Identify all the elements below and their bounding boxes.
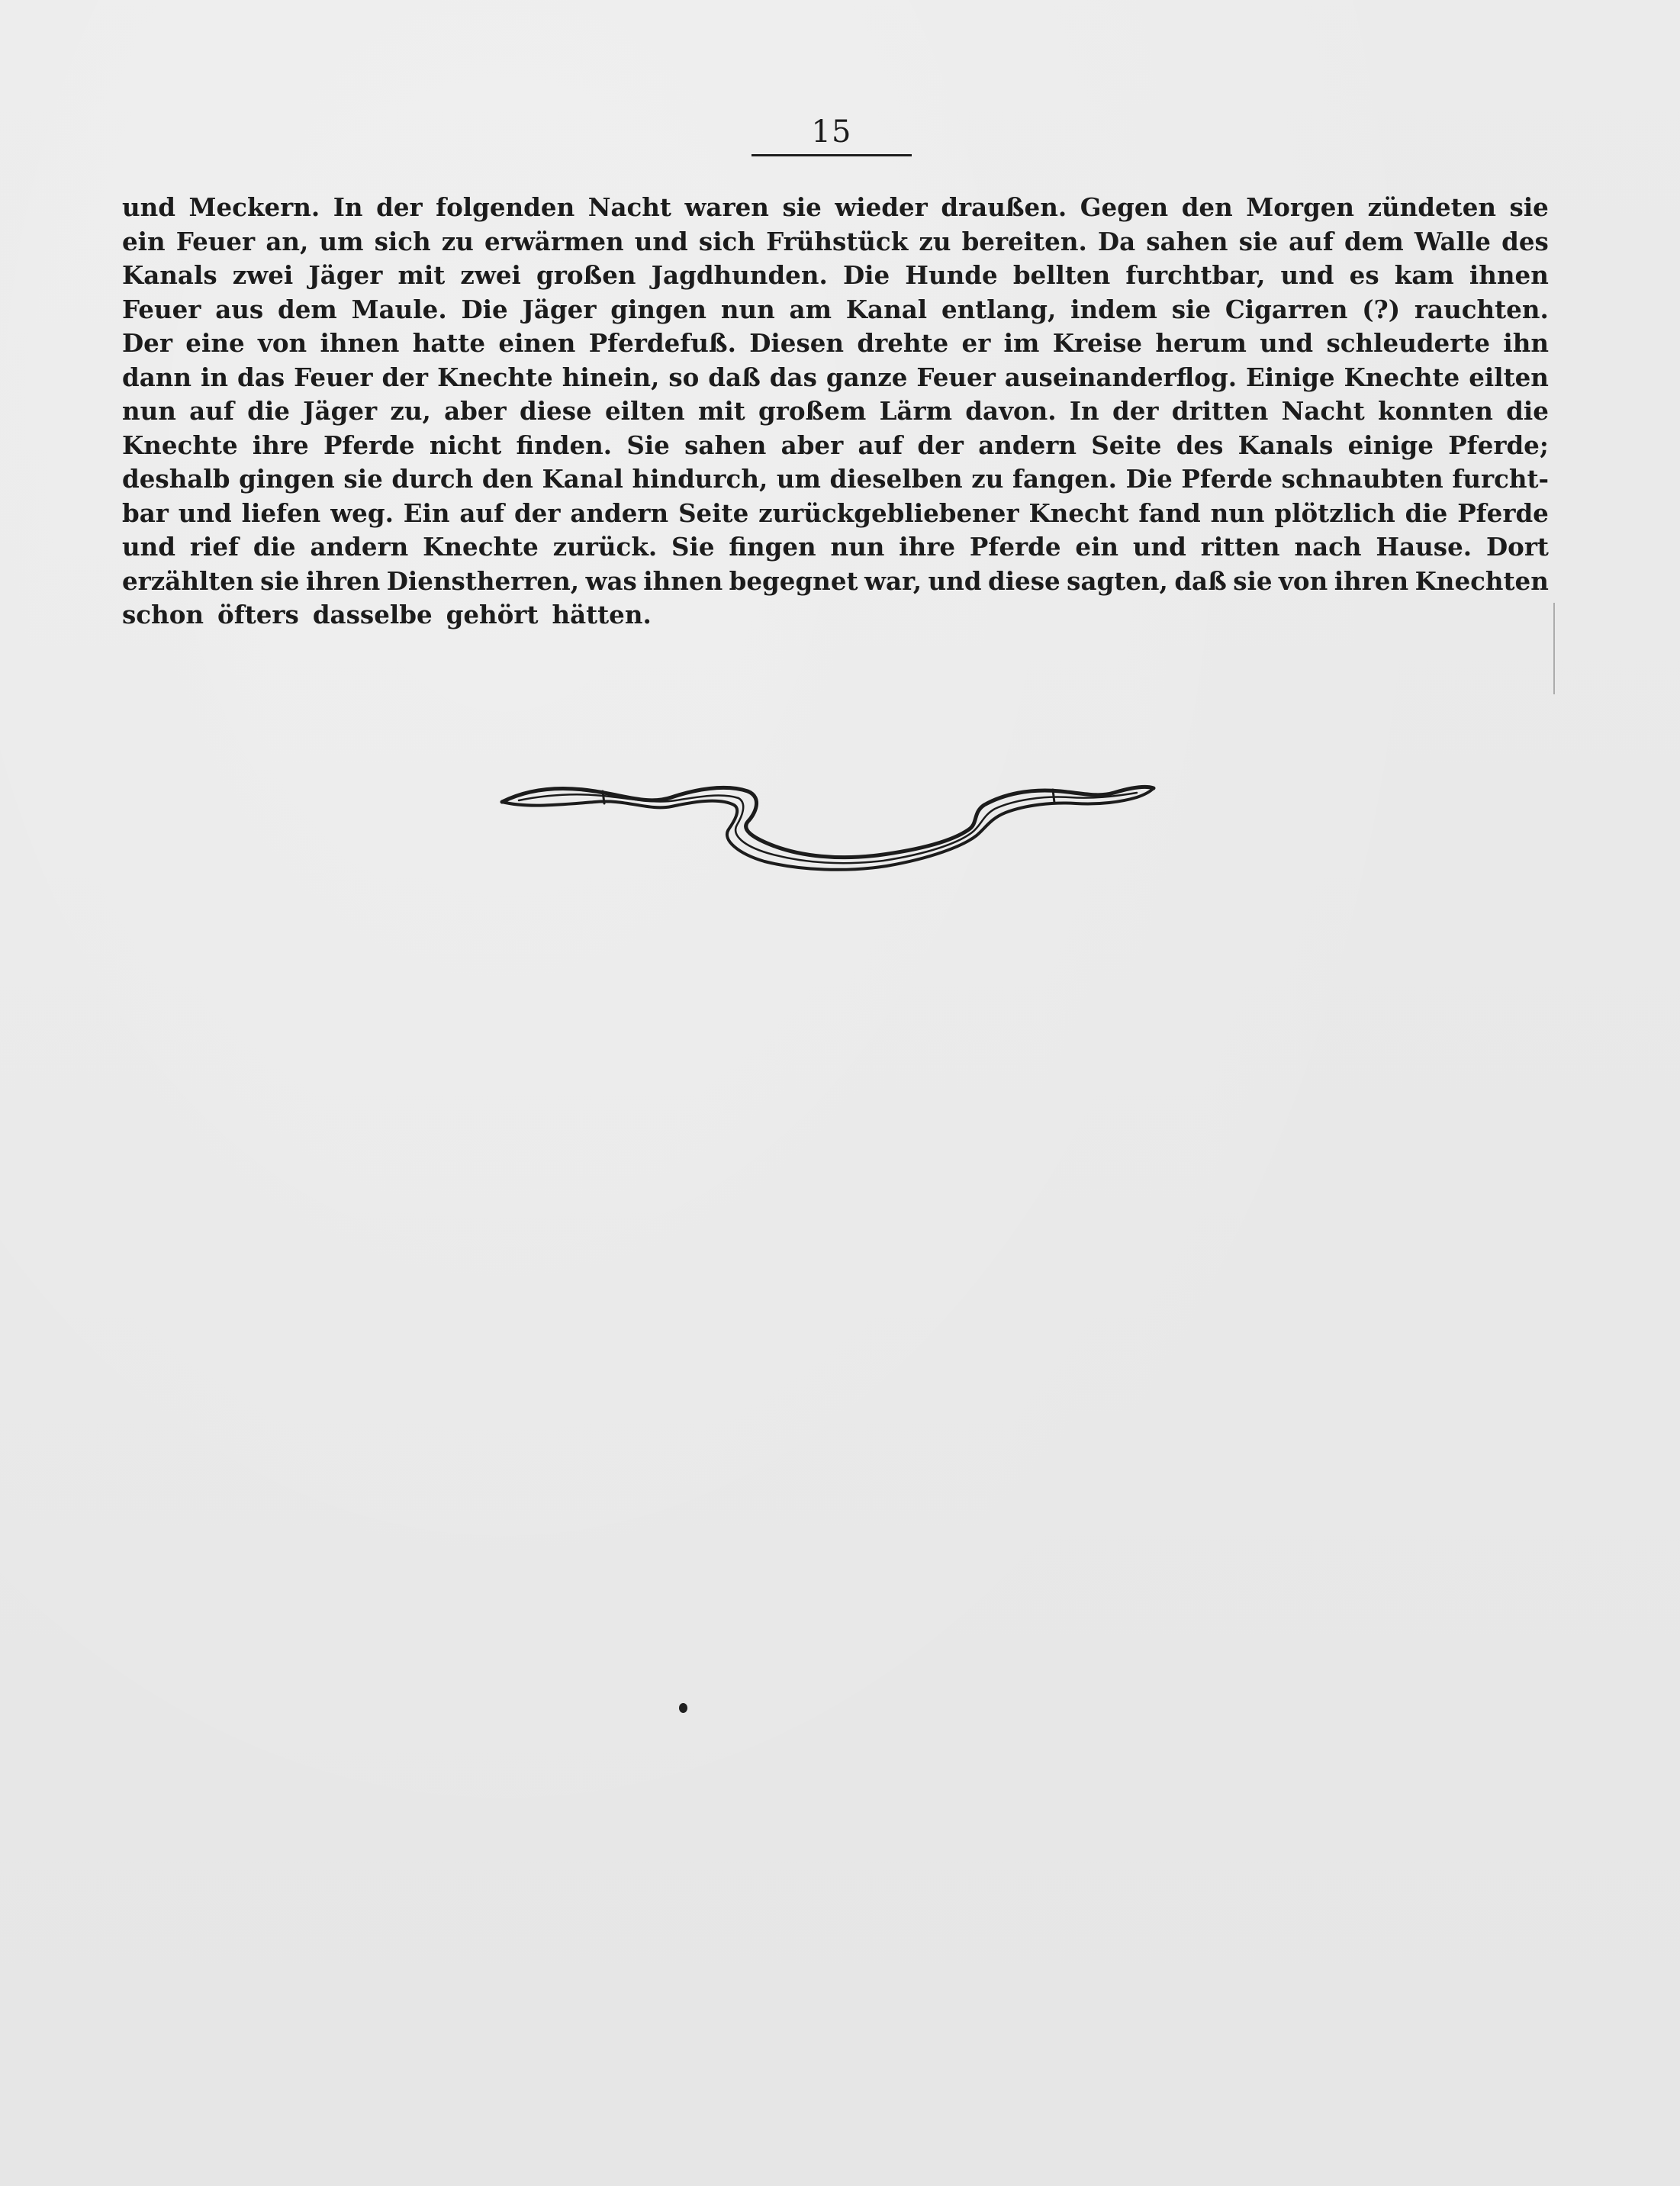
word: folgenden [436,192,575,222]
word: der [376,192,423,222]
word: Dort [1485,532,1549,562]
word: und [1280,260,1334,290]
word: dem [1344,226,1404,256]
word: öfters [217,600,299,629]
word: Frühstück [766,226,909,256]
text-line [122,394,1549,429]
word: des [1176,430,1224,460]
word: zu [971,464,1004,494]
word: Jäger [308,260,383,290]
word: schleuderte [1326,328,1491,358]
word: in [201,362,229,392]
word: Maule. [351,294,447,324]
word: hindurch, [632,464,768,494]
word: dieselben [829,464,963,494]
word: sie [1238,226,1279,256]
word: Kreise [1052,328,1143,358]
word: Hunde [905,260,998,290]
word: im [1003,328,1040,358]
word: Pferde [1181,464,1273,494]
word: fingen [729,532,816,562]
word: einige [1347,430,1434,460]
word: andern [978,430,1077,460]
word: eilten [1469,362,1549,392]
word: Einige [1246,362,1335,392]
word: ihre [899,532,956,562]
word: eilten [604,396,685,426]
word: und [1260,328,1314,358]
word: Pferde; [1448,430,1549,460]
word: zu, [390,396,431,426]
word: Jäger [303,396,378,426]
word: bellten [1012,260,1111,290]
word: begegnet [729,565,858,596]
word: zündeten [1367,192,1496,222]
word: finden. [516,430,613,460]
word: ein [1075,532,1119,562]
page-number-rule [751,154,912,156]
word: hinein, [562,362,660,392]
word: Kanals [1237,430,1334,460]
word: ganze [826,362,908,392]
word: sagten, [1067,565,1168,596]
word: des [1501,226,1549,256]
word: Ein [403,497,450,528]
word: das [769,362,817,392]
word: auf [189,396,234,426]
word: Knechte [1344,362,1460,392]
word: gingen [239,464,335,494]
word: nicht [429,430,502,460]
word: einen [498,328,576,358]
word: kam [1394,260,1454,290]
word: Feuer [294,362,373,392]
word: so [668,362,700,392]
word: ihn [1503,328,1549,358]
word: und [634,226,688,256]
word: drehte [857,328,949,358]
word: sie [1233,565,1273,596]
text-line [122,327,1549,361]
word: von [1279,565,1328,596]
word: Morgen [1246,192,1355,222]
word: er [961,328,991,358]
word: davon. [965,396,1057,426]
text-line [122,429,1549,463]
word: plötzlich [1274,497,1395,528]
word: die [1506,396,1549,426]
word: bar [122,497,169,528]
word: nun [830,532,885,562]
word: sie [1171,294,1212,324]
word: daß [1174,565,1227,596]
word: Jagdhunden. [651,260,828,290]
word: entlang, [941,294,1057,324]
word: gingen [610,294,707,324]
word: waren [684,192,769,222]
word: nun [720,294,775,324]
word: Pferdefuß. [588,328,736,358]
text-line [122,259,1549,293]
word: Feuer [916,362,996,392]
text-line [122,361,1549,395]
text-line [122,293,1549,327]
word: Die [1125,464,1173,494]
word: Da [1097,226,1136,256]
word: hätten. [552,600,652,629]
word: ihnen [643,565,723,596]
word: Sie [671,532,715,562]
word: Knechten [1414,565,1549,596]
word: Sie [626,430,670,460]
word: draußen. [941,192,1067,222]
word: an, [266,226,309,256]
word: Nacht [1281,396,1365,426]
word: Seite [678,497,749,528]
text-line [122,598,1549,633]
word: erzählten [122,565,254,596]
word: Kanals [122,260,217,290]
word: Pferde [323,430,415,460]
word: und [928,565,982,596]
word: aber [780,430,844,460]
word: Cigarren [1225,294,1348,324]
word: Knechte [423,532,539,562]
word: zu [441,226,474,256]
text-line [122,565,1549,599]
word: liefen [241,497,321,528]
word: um [319,226,364,256]
word: zurück. [552,532,658,562]
text-line [122,462,1549,497]
decorative-flourish-ornament [496,774,1160,877]
word: auf [459,497,505,528]
word: ritten [1200,532,1280,562]
word: Nacht [587,192,671,222]
word: das [237,362,285,392]
word: gehört [446,600,539,629]
word: und [122,192,175,222]
word: sie [782,192,822,222]
word: sich [374,226,431,256]
word: Diesen [749,328,845,358]
word: auf [1289,226,1334,256]
word: zwei [460,260,521,290]
word: Kanal [542,464,623,494]
word: es [1349,260,1379,290]
word: nun [122,396,176,426]
word: ihre [252,430,309,460]
word: sich [698,226,755,256]
word: was [585,565,637,596]
word: Gegen [1080,192,1169,222]
word: aus [215,294,264,324]
word: weg. [330,497,394,528]
word: furcht- [1452,464,1549,494]
word: großem [758,396,867,426]
word: Feuer [122,294,201,324]
word: Kanal [845,294,928,324]
word: Lärm [879,396,952,426]
word: Walle [1414,226,1491,256]
word: hatte [412,328,486,358]
word: fand [1138,497,1201,528]
word: dritten [1171,396,1269,426]
word: fangen. [1012,464,1117,494]
word: Knechte [122,430,238,460]
word: der [513,497,561,528]
word: sahen [684,430,767,460]
word: war, [864,565,922,596]
word: ihren [305,565,381,596]
word: auf [858,430,903,460]
word: dann [122,362,192,392]
word: dem [278,294,337,324]
word: rauchten. [1414,294,1549,324]
word: ein [122,226,166,256]
word: der [381,362,429,392]
word: Meckern. [188,192,320,222]
word: In [1069,396,1099,426]
word: andern [570,497,669,528]
word: ihren [1334,565,1409,596]
word: bereiten. [961,226,1087,256]
word: Hause. [1376,532,1472,562]
word: die [247,396,290,426]
word: rief [189,532,239,562]
text-line [122,191,1549,225]
word: sie [1509,192,1549,222]
word: großen [536,260,636,290]
word: mit [397,260,446,290]
word: Pferde [969,532,1061,562]
word: konnten [1378,396,1493,426]
word: sie [260,565,300,596]
word: Der [122,328,172,358]
word: dasselbe [312,600,433,629]
word: In [333,192,363,222]
word: Pferde [1457,497,1549,528]
word: deshalb [122,464,230,494]
word: Knechte [437,362,553,392]
word: sie [343,464,383,494]
word: ihnen [320,328,400,358]
word: andern [310,532,409,562]
word: (?) [1362,294,1401,324]
word: der [1112,396,1159,426]
body-paragraph [122,191,1549,633]
word: um [776,464,821,494]
word: und [1132,532,1186,562]
margin-blemish [1553,603,1555,694]
word: die [1405,497,1448,528]
word: ihnen [1469,260,1549,290]
word: diese [519,396,592,426]
word: Feuer [175,226,256,256]
word: schnaubten [1281,464,1443,494]
ink-speck [679,1703,687,1713]
word: Die [461,294,508,324]
word: mit [697,396,745,426]
word: Knecht [1028,497,1129,528]
word: und [178,497,232,528]
word: furchtbar, [1125,260,1266,290]
text-line [122,497,1549,531]
word: Jäger [522,294,597,324]
word: die [253,532,296,562]
word: nun [1210,497,1265,528]
word: nach [1294,532,1362,562]
word: herum [1155,328,1247,358]
word: Dienstherren, [386,565,580,596]
word: wieder [835,192,928,222]
word: am [789,294,832,324]
text-line [122,530,1549,565]
word: den [1181,192,1233,222]
word: diese [987,565,1060,596]
word: zurückgebliebener [758,497,1019,528]
word: aber [444,396,507,426]
word: durch [391,464,474,494]
word: sahen [1146,226,1228,256]
word: daß [708,362,761,392]
word: zu [919,226,951,256]
word: und [122,532,175,562]
word: schon [122,600,204,629]
word: Seite [1091,430,1162,460]
word: auseinanderflog. [1004,362,1237,392]
word: erwärmen [484,226,624,256]
page-number: 15 [811,114,852,150]
word: den [481,464,533,494]
word: von [257,328,307,358]
word: eine [185,328,245,358]
word: Die [842,260,890,290]
text-line [122,225,1549,259]
word: der [917,430,964,460]
word: zwei [232,260,294,290]
word: indem [1070,294,1157,324]
